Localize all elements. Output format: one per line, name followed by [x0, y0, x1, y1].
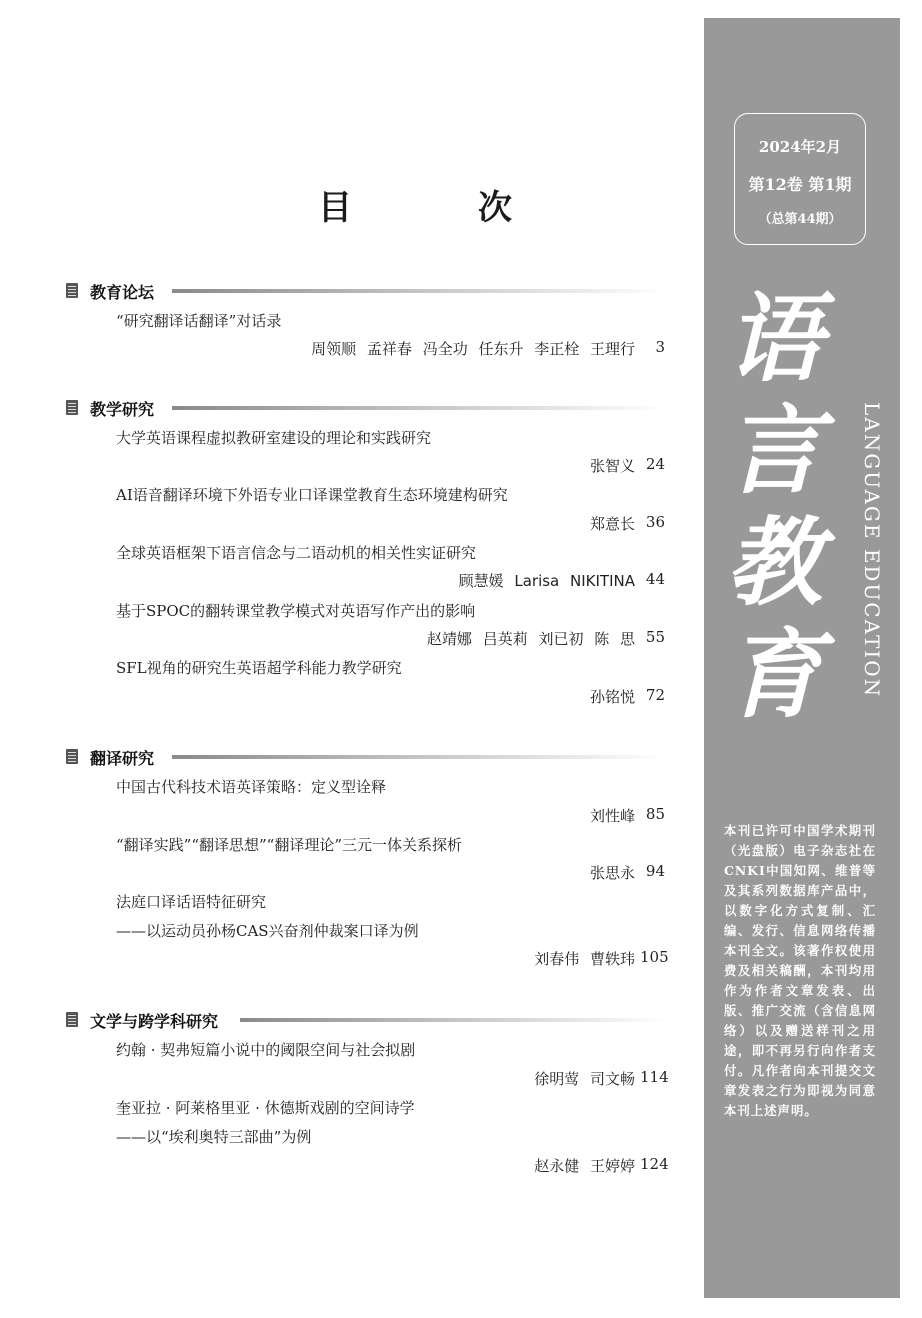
- article-title[interactable]: 大学英语课程虚拟教研室建设的理论和实践研究: [116, 429, 432, 447]
- article-authors: 张思永: [589, 864, 635, 882]
- copyright-notice: 本刊已许可中国学术期刊（光盘版）电子杂志社在CNKI中国知网、维普等及其系列数据库产品中，以数字化方式复制、汇编、发行、信息网络传播本刊全文。该著作权使用费及相关稿酬，本刊均用作为作者文章发表、出版、推广交流（含信息网络）以及赠送样刊之用途，即不再另行向作者支付。凡作者向本刊提交文章发表之行为即视为同意本刊上述声明。: [724, 823, 876, 1118]
- article-authors: 孙铭悦: [589, 688, 635, 706]
- article-title[interactable]: “翻译实践”“翻译思想”“翻译理论”三元一体关系探析: [116, 836, 463, 854]
- page-number[interactable]: 44: [645, 570, 665, 588]
- article-authors: 刘性峰: [589, 807, 635, 825]
- section-header-teaching-research: [66, 397, 666, 419]
- section-header-education-forum: [66, 280, 666, 302]
- issue-info-box: [734, 113, 866, 245]
- page-number[interactable]: 72: [645, 686, 665, 704]
- section-label: 教育论坛: [90, 283, 155, 302]
- journal-name-english: LANGUAGE EDUCATION: [860, 402, 884, 699]
- article-authors: 郑意长: [589, 515, 635, 533]
- article-subtitle: ——以“埃利奥特三部曲”为例: [116, 1128, 312, 1146]
- section-rule: [240, 1018, 666, 1022]
- page-number[interactable]: 3: [655, 338, 665, 356]
- journal-name-char: 教: [726, 506, 822, 619]
- section-label: 教学研究: [90, 400, 155, 419]
- document-icon: [66, 749, 78, 764]
- page-number[interactable]: 24: [645, 455, 665, 473]
- section-label: 翻译研究: [90, 749, 155, 768]
- page-number[interactable]: 124: [640, 1155, 669, 1173]
- article-title[interactable]: 奎亚拉 · 阿莱格里亚 · 休德斯戏剧的空间诗学: [116, 1099, 415, 1117]
- article-authors: 刘春伟 曹轶玮: [534, 950, 635, 968]
- page-number[interactable]: 85: [645, 805, 665, 823]
- article-title[interactable]: 全球英语框架下语言信念与二语动机的相关性实证研究: [116, 544, 477, 562]
- article-title[interactable]: “研究翻译话翻译”对话录: [116, 312, 282, 330]
- journal-name-char: 语: [726, 282, 822, 395]
- article-authors: 徐明莺 司文畅: [534, 1070, 635, 1088]
- document-icon: [66, 1012, 78, 1027]
- page-number[interactable]: 114: [640, 1068, 669, 1086]
- journal-name-char: 育: [726, 618, 822, 731]
- issue-date: 2024年2月: [758, 138, 842, 156]
- document-icon: [66, 400, 78, 415]
- document-icon: [66, 283, 78, 298]
- section-header-literature-interdisciplinary: [66, 1009, 666, 1031]
- section-rule: [172, 289, 666, 293]
- page-title: 目 次: [318, 188, 558, 228]
- article-title[interactable]: 法庭口译话语特征研究: [116, 893, 267, 911]
- article-title[interactable]: 中国古代科技术语英译策略：定义型诠释: [116, 778, 387, 796]
- journal-sidebar: [704, 18, 900, 1298]
- volume-issue: 第12卷 第1期: [748, 175, 852, 194]
- section-label: 文学与跨学科研究: [90, 1012, 219, 1031]
- page-number[interactable]: 55: [645, 628, 665, 646]
- article-title[interactable]: AI语音翻译环境下外语专业口译课堂教育生态环境建构研究: [116, 486, 508, 504]
- article-authors: 周领顺 孟祥春 冯全功 任东升 李正栓 王理行: [311, 340, 635, 358]
- article-authors: 赵靖娜 吕英莉 刘已初 陈 思: [426, 630, 635, 648]
- page-number[interactable]: 105: [640, 948, 669, 966]
- page-number[interactable]: 36: [645, 513, 665, 531]
- article-authors: 赵永健 王婷婷: [534, 1157, 635, 1175]
- page-number[interactable]: 94: [645, 862, 665, 880]
- total-issue: （总第44期）: [758, 212, 842, 227]
- section-rule: [172, 755, 666, 759]
- section-rule: [172, 406, 666, 410]
- article-title[interactable]: 约翰 · 契弗短篇小说中的阈限空间与社会拟剧: [116, 1041, 416, 1059]
- article-title[interactable]: SFL视角的研究生英语超学科能力教学研究: [116, 659, 402, 677]
- article-authors: 顾慧媛 Larisa NIKITINA: [458, 572, 635, 590]
- section-header-translation-research: [66, 746, 666, 768]
- article-subtitle: ——以运动员孙杨CAS兴奋剂仲裁案口译为例: [116, 922, 419, 940]
- journal-name-calligraphy: [714, 283, 834, 731]
- journal-name-char: 言: [726, 394, 822, 507]
- article-authors: 张智义: [589, 457, 635, 475]
- article-title[interactable]: 基于SPOC的翻转课堂教学模式对英语写作产出的影响: [116, 602, 476, 620]
